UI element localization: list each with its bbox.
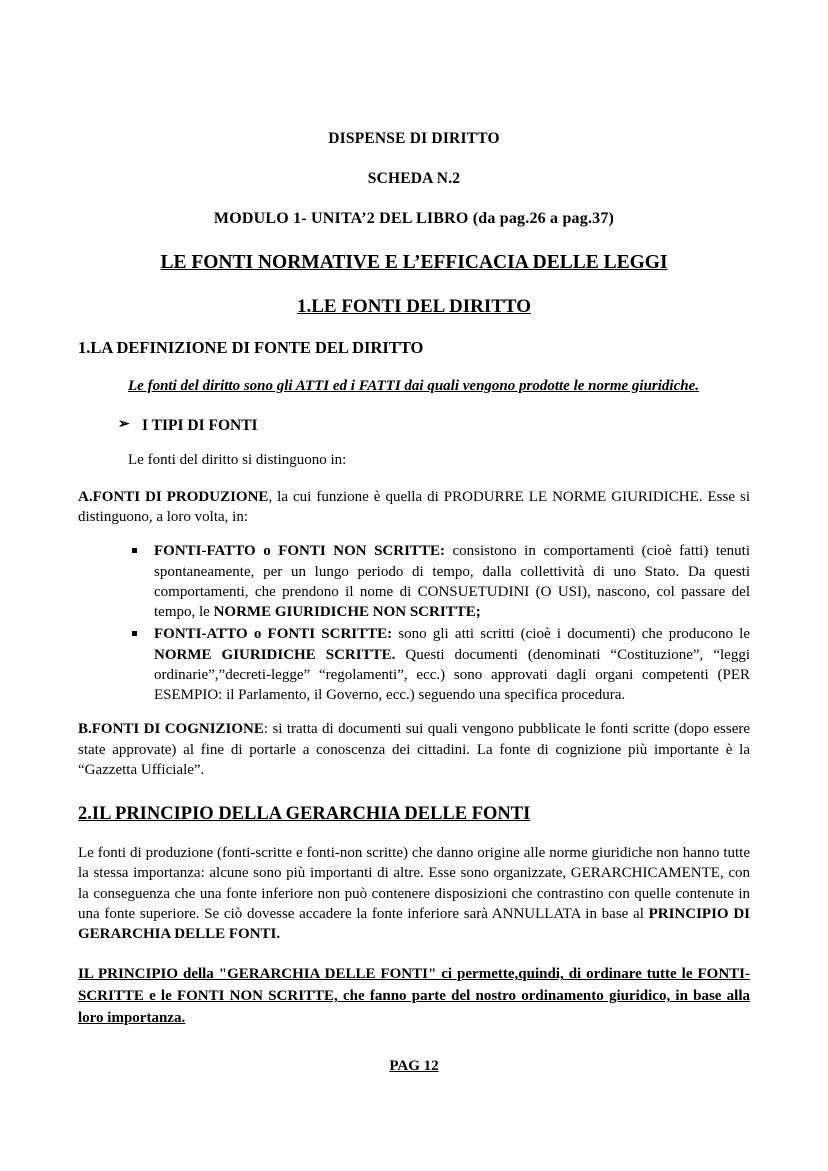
doc-title-line-1: DISPENSE DI DIRITTO xyxy=(328,130,500,147)
fonti-atto-lead: FONTI-ATTO o FONTI SCRITTE: xyxy=(154,626,393,643)
section-2-text: Le fonti di produzione (fonti-scritte e fonti-non scritte) che danno origine alle norme giuridiche non hanno tutte la stessa importanza: alcune sono più importanti di altre. Esse sono organizzate, GERARCHICAMENTE, con la conseguenza che una fonte inferiore non può contenere disposizioni che contrastino con quelle contenute in una fonte superiore. Se ciò dovesse accadere la fonte inferiore sarà ANNULLATA in base al xyxy=(78,845,750,922)
fonti-atto-text-2: Questi documenti (denominati “Costituzione”, “leggi ordinarie”,”decreti-legge” “regolamenti”, ecc.) sono approvati dagli organi competenti (PER ESEMPIO: il Parlamento, il Governo, ecc.) seguendo una specifica procedura. xyxy=(154,646,750,704)
item-a-lead: A.FONTI DI PRODUZIONE xyxy=(78,488,269,505)
item-a-paragraph xyxy=(78,487,750,528)
item-b-rest: : si tratta di documenti sui quali vengono pubblicate le fonti scritte (dopo essere state approvate) al fine di portarle a conoscenza dei cittadini. La fonte di cognizione più importante è la “Gazzetta Ufficiale”. xyxy=(78,721,751,778)
tipi-di-fonti-label: I TIPI DI FONTI xyxy=(142,416,258,434)
doc-title-line-3: MODULO 1- UNITA’2 DEL LIBRO (da pag.26 a pag.37) xyxy=(213,210,615,227)
doc-sub-heading: 1.LE FONTI DEL DIRITTO xyxy=(296,296,532,317)
fonti-fatto-bold-tail: NORME GIURIDICHE NON SCRITTE; xyxy=(213,604,481,621)
item-a-rest: , la cui funzione è quella di PRODURRE LE NORME GIURIDICHE. Esse si distinguono, a loro volta, in: xyxy=(78,488,751,526)
item-b-paragraph xyxy=(78,719,750,780)
fonti-intro-text: Le fonti del diritto si distinguono in: xyxy=(128,451,347,468)
page-footer: PAG 12 xyxy=(389,1057,439,1074)
section-2-title: 2.IL PRINCIPIO DELLA GERARCHIA DELLE FONTI xyxy=(78,804,531,825)
doc-main-heading: LE FONTI NORMATIVE E L’EFFICACIA DELLE LEGGI xyxy=(160,252,668,273)
item-b-lead: B.FONTI DI COGNIZIONE xyxy=(78,721,264,738)
fonte-definition: Le fonti del diritto sono gli ATTI ed i FATTI dai quali vengono prodotte le norme giuridiche. xyxy=(128,378,700,394)
tipi-di-fonti-bullet xyxy=(78,416,750,436)
section-1-title: 1.LA DEFINIZIONE DI FONTE DEL DIRITTO xyxy=(78,338,424,357)
fonti-fatto-lead: FONTI-FATTO o FONTI NON SCRITTE: xyxy=(154,543,445,560)
arrow-bullet-icon: ➢ xyxy=(118,416,130,432)
list-item xyxy=(128,541,750,622)
section-2-closing: IL PRINCIPIO della "GERARCHIA DELLE FONTI" ci permette,quindi, di ordinare tutte le FONTI-SCRITTE e le FONTI NON SCRITTE, che fanno parte del nostro ordinamento giuridico, in base alla loro importanza. xyxy=(78,966,750,1026)
fonti-atto-text-1: sono gli atti scritti (cioè i documenti) che producono le xyxy=(392,626,750,643)
section-2-bold-tail: PRINCIPIO DI GERARCHIA DELLE FONTI. xyxy=(78,905,750,943)
list-item xyxy=(128,624,750,705)
fonti-produzione-list xyxy=(78,541,750,705)
doc-title-line-2: SCHEDA N.2 xyxy=(367,170,461,187)
section-2-paragraph xyxy=(78,843,750,944)
fonti-atto-bold-mid: NORME GIURIDICHE SCRITTE. xyxy=(154,646,396,663)
fonti-fatto-text: consistono in comportamenti (cioè fatti) tenuti spontaneamente, per un lungo periodo di tempo, dalla collettività di uno Stato. Da questi comportamenti, che prendono il nome di CONSUETUDINI (O USI), nascono, col passare del tempo, le xyxy=(154,543,750,621)
